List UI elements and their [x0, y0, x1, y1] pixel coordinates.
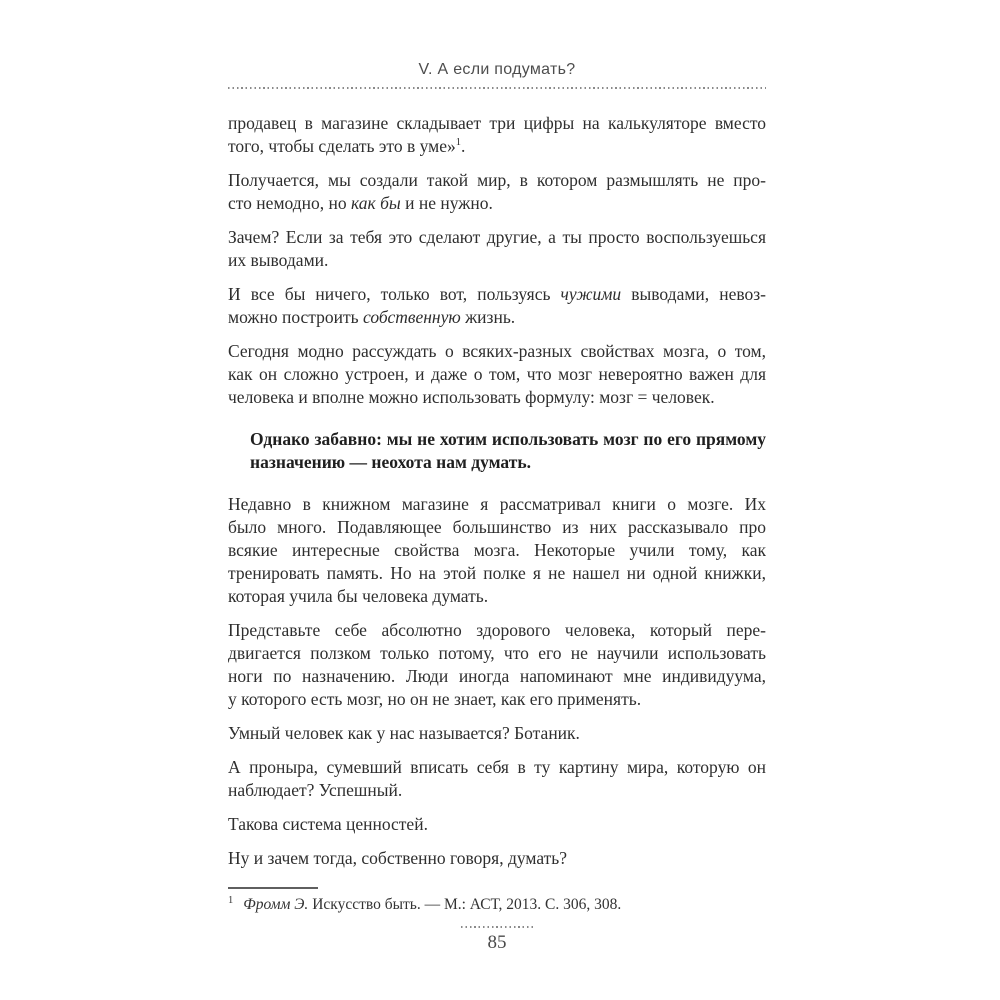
text-line [228, 192, 766, 215]
body-paragraph [228, 722, 766, 745]
text-run: продавец в магазине складывает три цифры на калькуляторе вместо [228, 113, 766, 133]
footnote-ref-superscript: 1 [455, 137, 461, 149]
text-line [228, 562, 766, 585]
text-line [228, 539, 766, 562]
footnote-block [228, 887, 766, 915]
text-line [228, 619, 766, 642]
text-run: Представьте себе абсолютно здорового человека, который пере- [228, 620, 766, 640]
body-paragraph [228, 112, 766, 158]
text-line [228, 813, 766, 836]
text-line [228, 847, 766, 870]
text-line [228, 642, 766, 665]
text-run: двигается ползком только потому, что его не научили использовать [228, 643, 766, 663]
running-header: V. А если подумать? [418, 61, 576, 78]
text-run: Зачем? Если за тебя это сделают другие, а ты просто воспользуешься [228, 227, 766, 247]
text-line [228, 585, 766, 608]
body-paragraph [228, 619, 766, 711]
text-run: Недавно в книжном магазине я рассматривал книги о мозге. Их [228, 494, 766, 514]
italic-run: чужими [560, 284, 622, 304]
italic-run: собственную [363, 307, 461, 327]
text-run: было много. Подавляющее большинство из них рассказывало про [228, 517, 766, 537]
footnote-rule [228, 887, 318, 889]
body-paragraph [228, 756, 766, 802]
text-run: у которого есть мозг, но он не знает, как его применять. [228, 689, 642, 709]
footnote-marker: 1 [228, 894, 234, 906]
header-dotted-rule [228, 87, 766, 89]
footnote-reference: Искусство быть. — М.: АСТ, 2013. С. 306, 308. [308, 896, 622, 913]
text-run: всякие интересные свойства мозга. Некоторые учили тому, как [228, 540, 766, 560]
italic-run: как бы [351, 193, 401, 213]
text-run: Сегодня модно рассуждать о всяких-разных свойствах мозга, о том, [228, 341, 766, 361]
text-run: Ну и зачем тогда, собственно говоря, думать? [228, 848, 568, 868]
text-run: тренировать память. Но на этой полке я не нашел ни одной книжки, [228, 563, 766, 583]
text-line [228, 722, 766, 745]
text-run: . [460, 136, 466, 156]
text-run: их выводами. [228, 250, 329, 270]
text-run: наблюдает? Успешный. [228, 780, 403, 800]
footer-dotted-rule [461, 926, 533, 928]
text-line [228, 756, 766, 779]
paragraphs [228, 112, 766, 870]
text-column [228, 0, 766, 954]
text-run: Однако забавно: мы не хотим использовать мозг по его прямому [250, 429, 766, 449]
text-line [228, 169, 766, 192]
text-run: Такова система ценностей. [228, 814, 428, 834]
footnote-author: Фромм Э. [243, 896, 309, 913]
text-line [228, 688, 766, 711]
body-paragraph [228, 493, 766, 608]
text-line [250, 428, 766, 451]
text-line [250, 451, 766, 474]
text-run: можно построить [228, 307, 364, 327]
text-run: А проныра, сумевший вписать себя в ту картину мира, которую он [228, 757, 766, 777]
text-line [228, 112, 766, 135]
text-line [228, 306, 766, 329]
text-line [228, 516, 766, 539]
text-line [228, 386, 766, 409]
text-line [228, 135, 766, 158]
page-number: 85 [487, 932, 507, 953]
text-line [228, 249, 766, 272]
text-run: выводами, невоз- [621, 284, 766, 304]
text-run: того, чтобы сделать это в уме» [228, 136, 456, 156]
text-run: Умный человек как у нас называется? Ботаник. [228, 723, 580, 743]
text-run: И все бы ничего, только вот, пользуясь [228, 284, 561, 304]
text-run: человека и вполне можно использовать формулу: мозг = человек. [228, 387, 715, 407]
text-run: сто немодно, но [228, 193, 352, 213]
text-line [228, 493, 766, 516]
body-paragraph [228, 169, 766, 215]
text-line [228, 340, 766, 363]
footnote-text [228, 894, 766, 915]
body-paragraph [228, 847, 766, 870]
text-run: как он сложно устроен, и даже о том, что мозг невероятно важен для [228, 364, 766, 384]
text-line [228, 226, 766, 249]
text-run: которая учила бы человека думать. [228, 586, 489, 606]
body-paragraph [228, 226, 766, 272]
body-paragraph [228, 283, 766, 329]
text-run: и не нужно. [400, 193, 493, 213]
text-line [228, 665, 766, 688]
body-paragraph [228, 813, 766, 836]
body-paragraph [228, 340, 766, 409]
text-line [228, 363, 766, 386]
text-line [228, 283, 766, 306]
text-run: ноги по назначению. Люди иногда напоминают мне индивидуума, [228, 666, 766, 686]
emphasis-paragraph [228, 428, 766, 474]
text-line [228, 779, 766, 802]
text-run: жизнь. [460, 307, 516, 327]
text-run: Получается, мы создали такой мир, в котором размышлять не про- [228, 170, 766, 190]
text-run: назначению — неохота нам думать. [250, 452, 531, 472]
